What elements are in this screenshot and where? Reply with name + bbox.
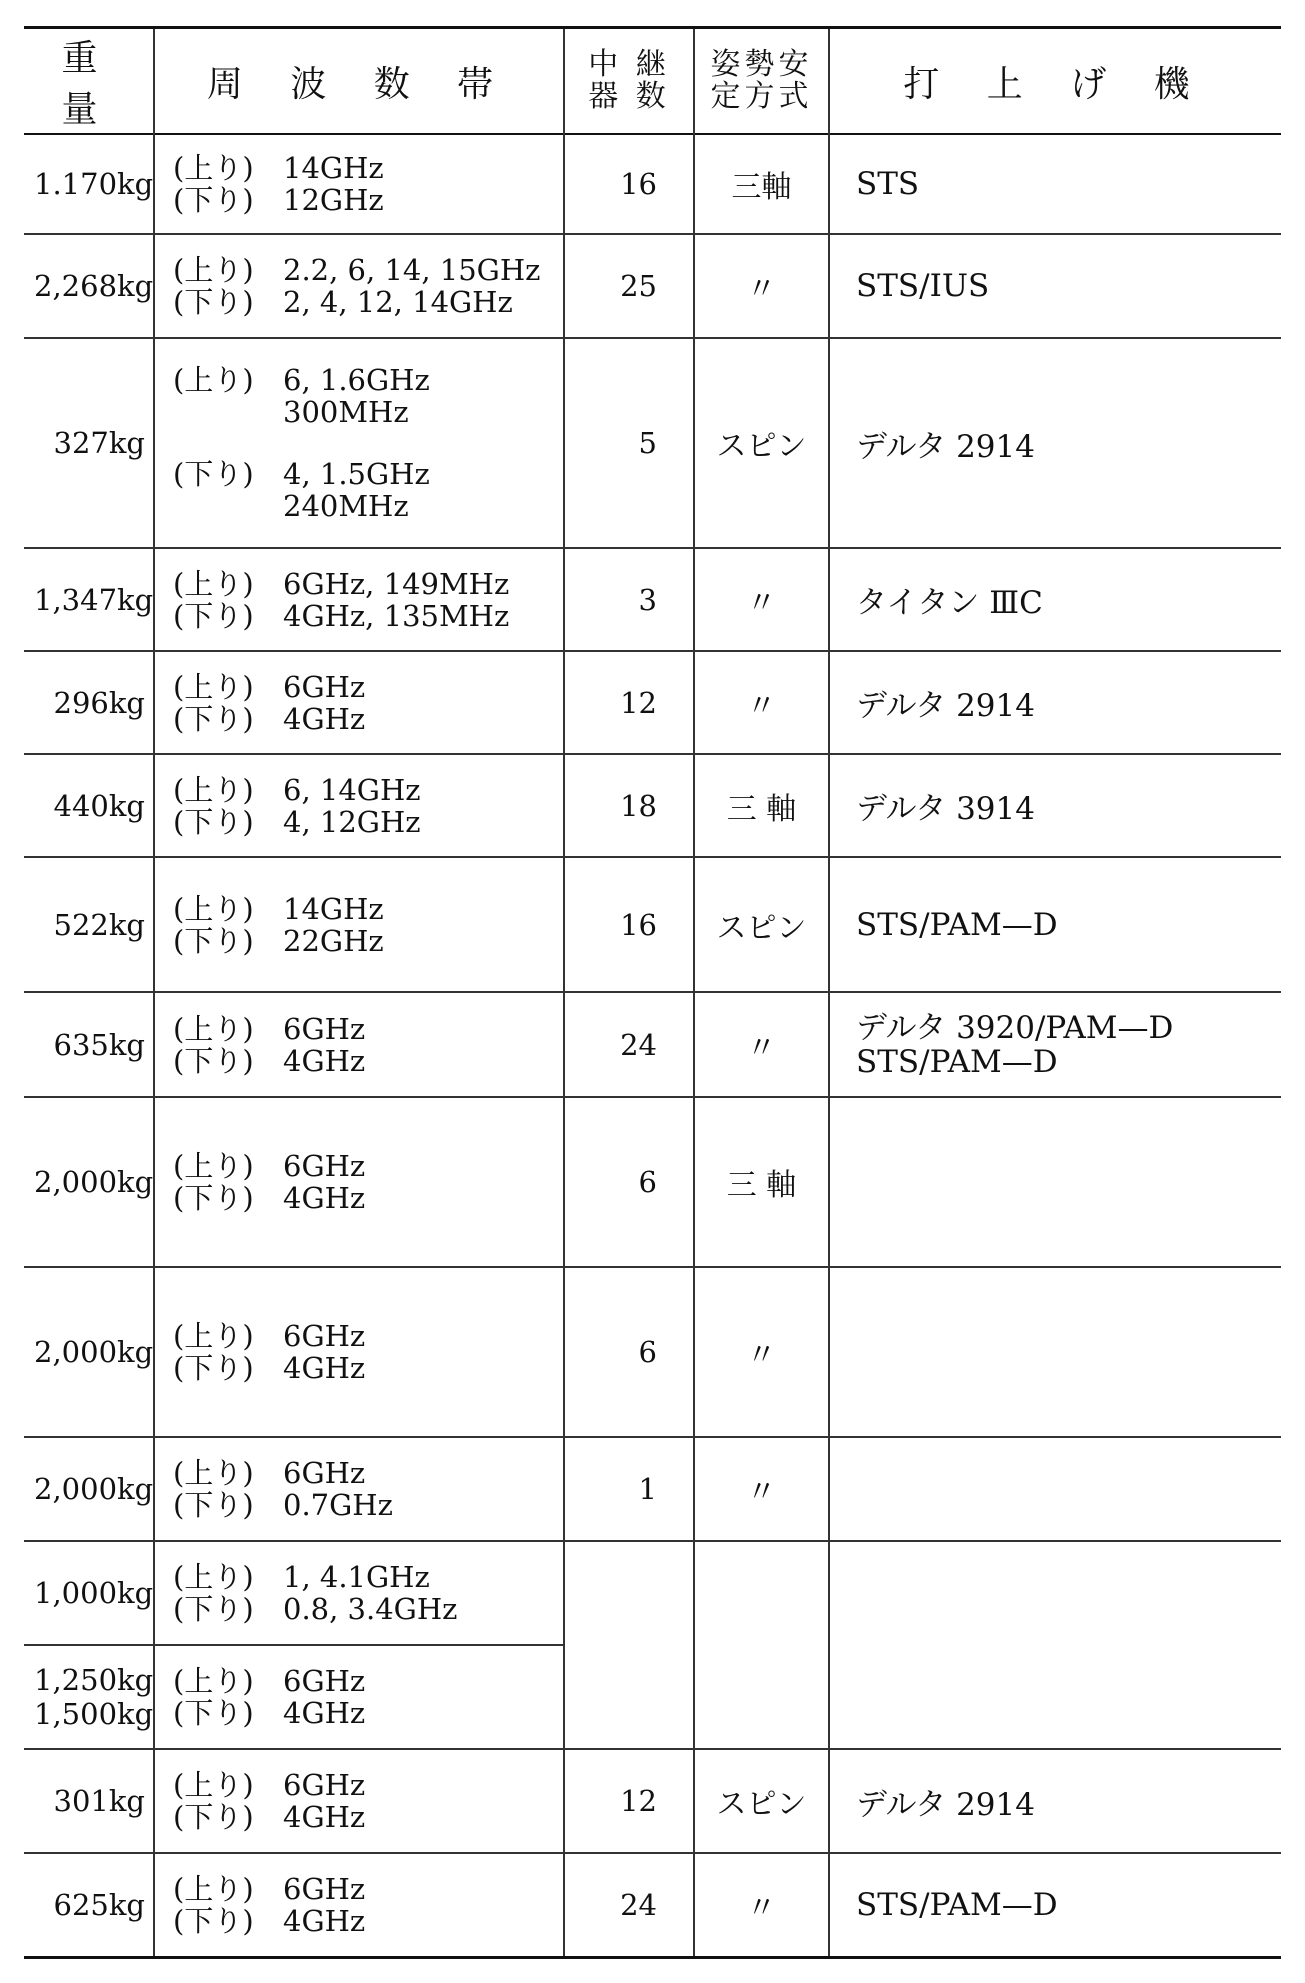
frequency-cell bbox=[154, 338, 564, 548]
downlink-label: (下り) bbox=[173, 923, 254, 958]
uplink-label: (上り) bbox=[173, 253, 254, 287]
header-weight: 重 量 bbox=[61, 38, 116, 130]
frequency-cell bbox=[154, 134, 564, 234]
satellite-spec-table-page bbox=[24, 26, 1281, 1959]
downlink-value: 0.8, 3.4GHz bbox=[283, 1592, 458, 1626]
downlink-value: 4GHz bbox=[283, 701, 366, 736]
uplink-label: (上り) bbox=[173, 1768, 254, 1802]
uplink-label: (上り) bbox=[173, 1319, 254, 1353]
attitude-cell: 〃 bbox=[694, 651, 829, 754]
attitude-cell: 〃 bbox=[694, 548, 829, 651]
launcher-cell: タイタン ⅢC bbox=[829, 548, 1281, 651]
uplink-label: (上り) bbox=[173, 891, 254, 926]
downlink-value: 4GHz bbox=[283, 1043, 366, 1078]
table-row bbox=[24, 992, 1281, 1097]
downlink-label: (下り) bbox=[173, 1696, 254, 1730]
weight-cell: 440kg bbox=[53, 788, 145, 823]
weight-cell: 1.170kg bbox=[34, 167, 154, 201]
transponders-cell bbox=[564, 1541, 694, 1749]
transponders-cell: 12 bbox=[564, 651, 694, 754]
downlink-label: (下り) bbox=[173, 804, 254, 839]
uplink-label: (上り) bbox=[173, 566, 254, 601]
downlink-label: (下り) bbox=[173, 457, 254, 491]
uplink-value: 6GHz bbox=[283, 1768, 366, 1802]
frequency-cell bbox=[154, 234, 564, 338]
downlink-label: (下り) bbox=[173, 598, 254, 633]
uplink-value: 14GHz bbox=[283, 151, 384, 185]
transponders-cell: 3 bbox=[564, 548, 694, 651]
launcher-cell: STS/PAM—D bbox=[829, 857, 1281, 992]
launcher-cell bbox=[829, 1437, 1281, 1541]
launcher-cell: STS/PAM—D bbox=[829, 1853, 1281, 1957]
weight-cell: 2,000kg bbox=[34, 1165, 154, 1199]
uplink-label: (上り) bbox=[173, 1011, 254, 1046]
attitude-cell: 〃 bbox=[694, 1437, 829, 1541]
uplink-value: 6GHz bbox=[283, 1319, 366, 1353]
uplink-value: 6GHz bbox=[283, 1664, 366, 1698]
uplink-label: (上り) bbox=[173, 1149, 254, 1183]
table-row bbox=[24, 651, 1281, 754]
satellite-spec-table bbox=[24, 26, 1281, 1959]
downlink-value: 4, 12GHz bbox=[283, 804, 421, 839]
weight-cell: 625kg bbox=[53, 1887, 145, 1922]
header-launcher: 打 上 げ 機 bbox=[829, 28, 1281, 135]
table-row bbox=[24, 857, 1281, 992]
weight-cell: 2,268kg bbox=[34, 269, 154, 303]
uplink-value: 6GHz bbox=[283, 669, 366, 704]
frequency-cell bbox=[154, 1437, 564, 1541]
frequency-cell bbox=[154, 754, 564, 857]
uplink-label: (上り) bbox=[173, 669, 254, 704]
downlink-label: (下り) bbox=[173, 1903, 254, 1938]
weight-cell: 635kg bbox=[53, 1027, 145, 1062]
frequency-cell bbox=[154, 1749, 564, 1853]
launcher-cell bbox=[829, 1097, 1281, 1267]
transponders-cell: 24 bbox=[564, 1853, 694, 1957]
downlink-label: (下り) bbox=[173, 701, 254, 736]
weight-cell: 2,000kg bbox=[34, 1472, 154, 1506]
attitude-cell: 〃 bbox=[694, 992, 829, 1097]
weight-cell: 1,347kg bbox=[34, 582, 154, 617]
attitude-cell bbox=[694, 1541, 829, 1749]
downlink-label: (下り) bbox=[173, 1592, 254, 1626]
downlink-label: (下り) bbox=[173, 1800, 254, 1834]
table-row bbox=[24, 338, 1281, 548]
table-row bbox=[24, 1097, 1281, 1267]
uplink-value: 6GHz bbox=[283, 1149, 366, 1183]
frequency-cell bbox=[154, 1097, 564, 1267]
transponders-cell: 16 bbox=[564, 857, 694, 992]
uplink-value: 2.2, 6, 14, 15GHz bbox=[283, 253, 541, 287]
table-row bbox=[24, 1437, 1281, 1541]
transponders-cell: 5 bbox=[564, 338, 694, 548]
attitude-cell: 三 軸 bbox=[694, 1097, 829, 1267]
downlink-label: (下り) bbox=[173, 1043, 254, 1078]
downlink-value: 4GHz, 135MHz bbox=[283, 598, 510, 633]
weight-cell: 327kg bbox=[53, 426, 145, 460]
downlink-value: 4GHz bbox=[283, 1181, 366, 1215]
frequency-cell bbox=[154, 1541, 564, 1645]
header-frequency: 周 波 数 帯 bbox=[154, 28, 564, 135]
launcher-line: デルタ 3920/PAM—D bbox=[856, 1009, 1174, 1046]
table-row bbox=[24, 1267, 1281, 1437]
attitude-cell: スピン bbox=[694, 857, 829, 992]
table-row bbox=[24, 754, 1281, 857]
launcher-cell: デルタ 2914 bbox=[829, 338, 1281, 548]
launcher-cell: デルタ 2914 bbox=[829, 651, 1281, 754]
table-row bbox=[24, 1853, 1281, 1957]
frequency-cell bbox=[154, 1853, 564, 1957]
uplink-value: 6GHz bbox=[283, 1011, 366, 1046]
weight-line: 1,250kg bbox=[34, 1663, 154, 1697]
launcher-cell bbox=[829, 992, 1281, 1097]
header-row bbox=[24, 28, 1281, 135]
downlink-label: (下り) bbox=[173, 1181, 254, 1215]
uplink-label: (上り) bbox=[173, 363, 254, 397]
table-row bbox=[24, 134, 1281, 234]
attitude-cell: 三軸 bbox=[694, 134, 829, 234]
downlink-value: 2, 4, 12, 14GHz bbox=[283, 285, 513, 319]
uplink-value: 14GHz bbox=[283, 891, 384, 926]
table-row bbox=[24, 1749, 1281, 1853]
uplink-label: (上り) bbox=[173, 1664, 254, 1698]
frequency-cell bbox=[154, 1267, 564, 1437]
downlink-label: (下り) bbox=[173, 1488, 254, 1522]
weight-cell: 2,000kg bbox=[34, 1335, 154, 1369]
launcher-cell bbox=[829, 1541, 1281, 1749]
uplink-label: (上り) bbox=[173, 1456, 254, 1490]
downlink-label: (下り) bbox=[173, 285, 254, 319]
attitude-cell: 〃 bbox=[694, 1267, 829, 1437]
downlink-value: 22GHz bbox=[283, 923, 384, 958]
frequency-cell bbox=[154, 548, 564, 651]
frequency-cell bbox=[154, 651, 564, 754]
uplink-value: 6GHz bbox=[283, 1871, 366, 1906]
uplink-label: (上り) bbox=[173, 1560, 254, 1594]
transponders-cell: 24 bbox=[564, 992, 694, 1097]
header-transponders: 中 継 器 数 bbox=[564, 28, 694, 135]
downlink-value: 12GHz bbox=[283, 183, 384, 217]
uplink-value: 6GHz, 149MHz bbox=[283, 566, 510, 601]
launcher-cell: デルタ 3914 bbox=[829, 754, 1281, 857]
weight-cell: 301kg bbox=[53, 1784, 145, 1818]
transponders-cell: 12 bbox=[564, 1749, 694, 1853]
table-row bbox=[24, 234, 1281, 338]
uplink-label: (上り) bbox=[173, 151, 254, 185]
downlink-value: 4GHz bbox=[283, 1903, 366, 1938]
launcher-cell: STS/IUS bbox=[829, 234, 1281, 338]
attitude-cell: スピン bbox=[694, 338, 829, 548]
weight-cell: 522kg bbox=[53, 907, 145, 942]
uplink-value: 6, 14GHz bbox=[283, 772, 421, 807]
downlink-value: 4, 1.5GHz bbox=[283, 457, 430, 491]
launcher-cell bbox=[829, 1267, 1281, 1437]
table-row bbox=[24, 1541, 1281, 1645]
weight-cell: 1,000kg bbox=[34, 1576, 154, 1610]
weight-line: 1,500kg bbox=[34, 1697, 154, 1731]
frequency-cell bbox=[154, 992, 564, 1097]
transponders-cell: 16 bbox=[564, 134, 694, 234]
downlink-label: (下り) bbox=[173, 183, 254, 217]
transponders-cell: 18 bbox=[564, 754, 694, 857]
weight-cell bbox=[24, 1645, 154, 1749]
uplink-value: 6, 1.6GHz bbox=[283, 363, 430, 397]
uplink-value: 1, 4.1GHz bbox=[283, 1560, 430, 1594]
weight-cell: 296kg bbox=[53, 685, 145, 720]
launcher-line: STS/PAM—D bbox=[856, 1043, 1058, 1080]
uplink-label: (上り) bbox=[173, 772, 254, 807]
uplink-value-2: 300MHz bbox=[283, 395, 409, 429]
attitude-cell: 〃 bbox=[694, 234, 829, 338]
transponders-cell: 25 bbox=[564, 234, 694, 338]
table-row bbox=[24, 548, 1281, 651]
downlink-value: 0.7GHz bbox=[283, 1488, 393, 1522]
attitude-cell: 三 軸 bbox=[694, 754, 829, 857]
frequency-cell bbox=[154, 1645, 564, 1749]
downlink-value-2: 240MHz bbox=[283, 489, 409, 523]
downlink-value: 4GHz bbox=[283, 1696, 366, 1730]
launcher-cell: STS bbox=[829, 134, 1281, 234]
attitude-cell: スピン bbox=[694, 1749, 829, 1853]
frequency-cell bbox=[154, 857, 564, 992]
transponders-cell: 6 bbox=[564, 1097, 694, 1267]
downlink-label: (下り) bbox=[173, 1351, 254, 1385]
uplink-value: 6GHz bbox=[283, 1456, 366, 1490]
uplink-label: (上り) bbox=[173, 1871, 254, 1906]
attitude-cell: 〃 bbox=[694, 1853, 829, 1957]
transponders-cell: 6 bbox=[564, 1267, 694, 1437]
header-attitude: 姿勢安 定方式 bbox=[694, 28, 829, 135]
downlink-value: 4GHz bbox=[283, 1351, 366, 1385]
launcher-cell: デルタ 2914 bbox=[829, 1749, 1281, 1853]
downlink-value: 4GHz bbox=[283, 1800, 366, 1834]
transponders-cell: 1 bbox=[564, 1437, 694, 1541]
